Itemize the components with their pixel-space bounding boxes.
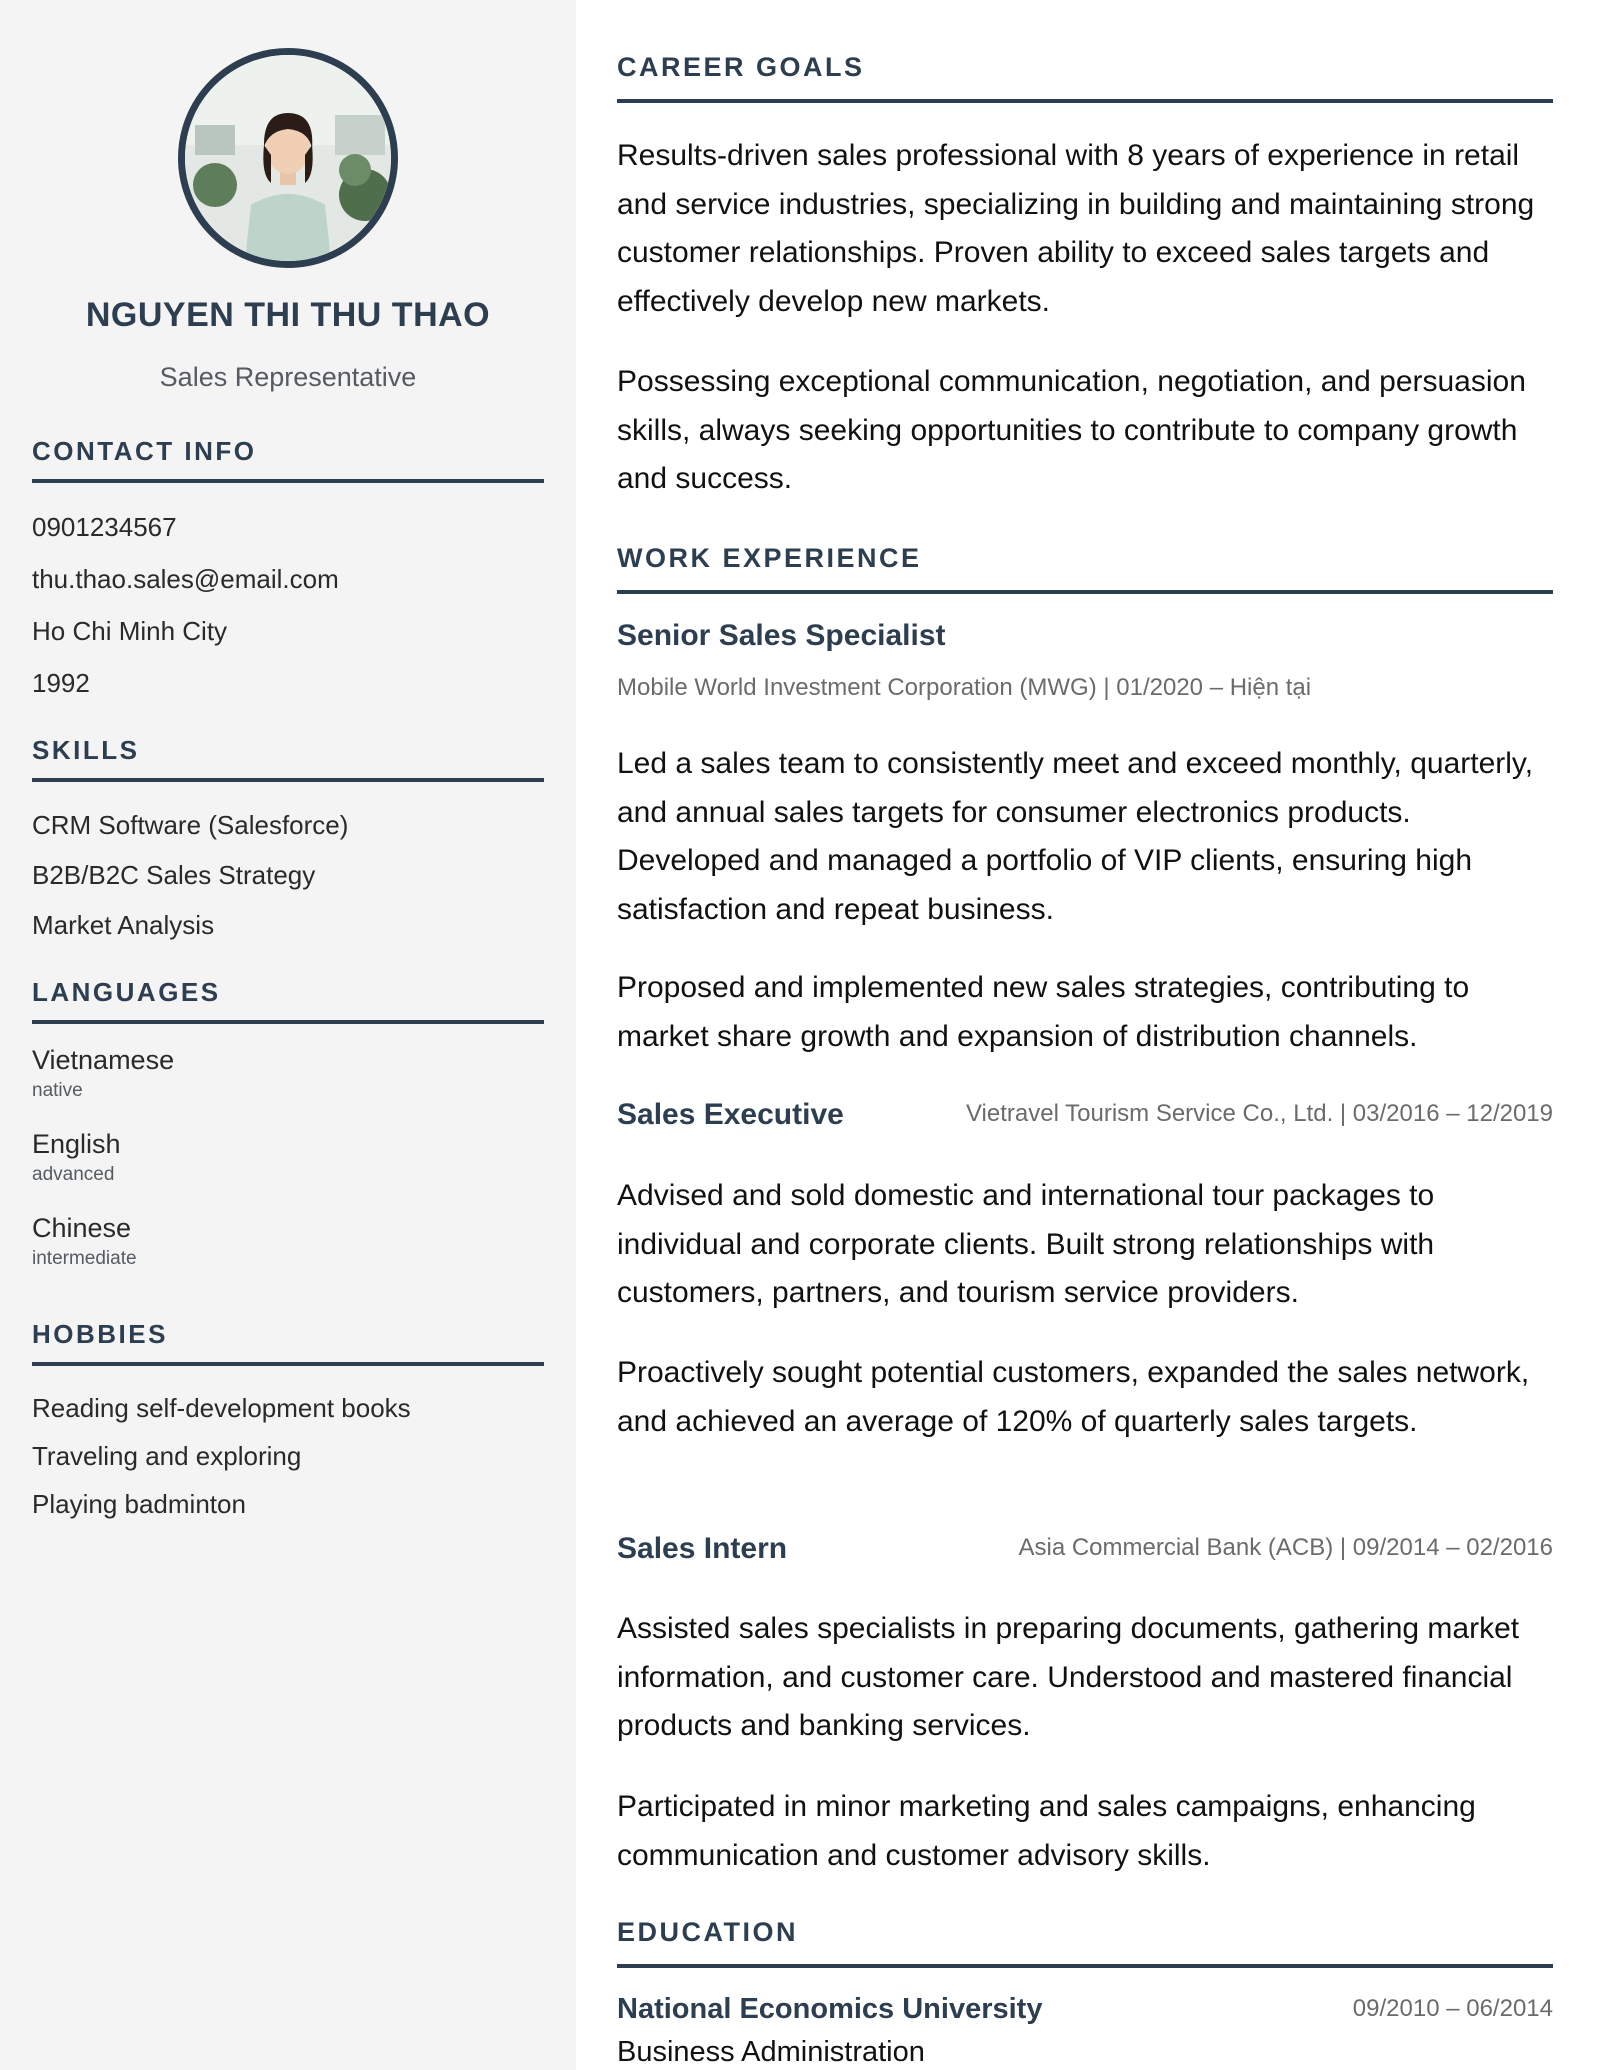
hobby-item: Traveling and exploring — [32, 1441, 302, 1471]
job-description: Led a sales team to consistently meet and exceed monthly, quarterly, and annual sales targets for consumer electronics products. Developed and managed a portfolio of VIP clients, ensuring high satisfaction and repeat business. — [617, 747, 1534, 926]
sidebar — [0, 0, 576, 2070]
job-description: Proactively sought potential customers, expanded the sales network, and achieved an average of 120% of quarterly sales targets. — [617, 1356, 1530, 1438]
job-title: Sales Intern — [617, 1532, 788, 1565]
work-experience-heading: WORK EXPERIENCE — [617, 543, 1553, 594]
language-name: Vietnamese — [32, 1045, 175, 1075]
languages-section — [32, 977, 544, 1294]
job-title: Sales Executive — [617, 1098, 844, 1131]
career-goals-paragraph: Possessing exceptional communication, negotiation, and persuasion skills, always seeking opportunities to contribute to company growth and success. — [617, 365, 1526, 495]
job-meta: Vietravel Tourism Service Co., Ltd. | 03/2016 – 12/2019 — [965, 1100, 1553, 1127]
job-description: Assisted sales specialists in preparing documents, gathering market information, and customer care. Understood and mastered financial products and banking services. — [617, 1612, 1520, 1742]
candidate-name: NGUYEN THI THU THAO — [85, 296, 491, 334]
language-level: advanced — [32, 1164, 115, 1185]
language-name: Chinese — [32, 1213, 132, 1243]
profile-photo-image — [185, 55, 391, 261]
hobby-item: Reading self-development books — [32, 1393, 411, 1423]
language-level: native — [32, 1080, 83, 1101]
skill-item: Market Analysis — [32, 910, 215, 940]
contact-section — [32, 436, 544, 709]
language-name: English — [32, 1129, 121, 1159]
contact-email: thu.thao.sales@email.com — [32, 564, 339, 594]
career-goals-heading: CAREER GOALS — [617, 52, 1553, 103]
contact-birth-year: 1992 — [32, 668, 90, 698]
education-dates: 09/2010 – 06/2014 — [1352, 1995, 1553, 2022]
language-item — [32, 1126, 544, 1188]
education-school: National Economics University — [617, 1993, 1043, 2025]
career-goals-paragraph: Results-driven sales professional with 8 years of experience in retail and service industries, specializing in building and maintaining strong customer relationships. Proven ability to exceed sales targets and effectively develop new markets. — [617, 139, 1535, 318]
hobby-item: Playing badminton — [32, 1489, 246, 1519]
skill-item: CRM Software (Salesforce) — [32, 810, 349, 840]
job-meta: Mobile World Investment Corporation (MWG) | 01/2020 – Hiện tại — [617, 674, 1312, 701]
skills-section — [32, 735, 544, 950]
job-title: Senior Sales Specialist — [617, 619, 946, 652]
language-level: intermediate — [32, 1248, 137, 1269]
profile-photo — [178, 48, 398, 268]
languages-heading: LANGUAGES — [32, 977, 544, 1024]
education-heading: EDUCATION — [617, 1917, 1553, 1968]
skill-item: B2B/B2C Sales Strategy — [32, 860, 316, 890]
candidate-role: Sales Representative — [159, 362, 417, 392]
language-item — [32, 1042, 544, 1104]
job-description: Participated in minor marketing and sales campaigns, enhancing communication and customer advisory skills. — [617, 1790, 1476, 1872]
contact-heading: CONTACT INFO — [32, 436, 544, 483]
job-description: Advised and sold domestic and international tour packages to individual and corporate clients. Built strong relationships with customers, partners, and tourism service providers. — [617, 1179, 1435, 1309]
job-meta: Asia Commercial Bank (ACB) | 09/2014 – 02/2016 — [1018, 1534, 1553, 1561]
contact-city: Ho Chi Minh City — [32, 616, 228, 646]
skills-heading: SKILLS — [32, 735, 544, 782]
contact-phone: 0901234567 — [32, 512, 177, 542]
language-item — [32, 1210, 544, 1272]
job-description: Proposed and implemented new sales strategies, contributing to market share growth and expansion of distribution channels. — [617, 971, 1470, 1053]
education-major: Business Administration — [617, 2036, 925, 2068]
hobbies-heading: HOBBIES — [32, 1319, 544, 1366]
hobbies-section — [32, 1319, 544, 1528]
